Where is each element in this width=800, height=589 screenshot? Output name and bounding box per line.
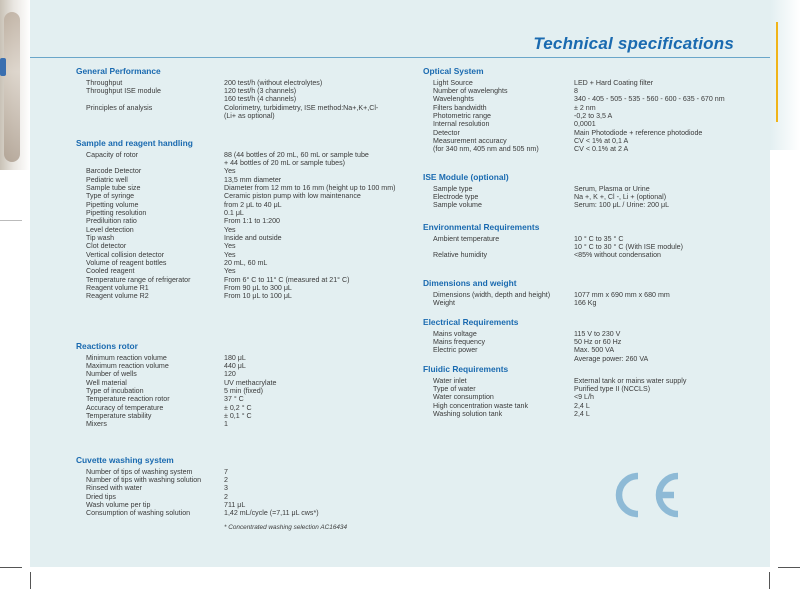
- spec-label: Minimum reaction volume: [86, 353, 167, 362]
- spec-label: Temperature reaction rotor: [86, 395, 170, 404]
- spec-label: Tip wash: [86, 234, 115, 242]
- spec-value: 200 test/h (without electrolytes): [224, 78, 323, 87]
- spec-label: Cooled reagent: [86, 267, 135, 276]
- spec-value: Inside and outside: [224, 234, 282, 242]
- spec-value: 166 Kg: [574, 298, 597, 307]
- spec-label: Relative humidity: [433, 251, 488, 260]
- spec-label: Number of wavelenghts: [433, 86, 508, 95]
- spec-label: Water consumption: [433, 393, 494, 402]
- spec-label: (for 340 nm, 405 nm and 505 nm): [433, 145, 539, 154]
- spec-value: Na +, K +, Cl -, Li + (optional): [574, 192, 667, 201]
- spec-label: Reagent volume R2: [86, 292, 149, 301]
- spec-label: Temperature range of refrigerator: [86, 275, 191, 284]
- spec-label: Clot detector: [86, 242, 127, 251]
- spec-label: Principles of analysis: [86, 103, 153, 112]
- spec-value: (Li+ as optional): [224, 111, 275, 120]
- spec-value: Serum: 100 μL / Urine: 200 μL: [574, 201, 670, 210]
- spec-value: Max. 500 VA: [574, 346, 615, 355]
- spec-value: 7: [224, 467, 228, 476]
- spec-label: Wash volume per tip: [86, 500, 151, 509]
- spec-label: Sample tube size: [86, 183, 141, 192]
- spec-value: Yes: [224, 267, 236, 276]
- spec-label: Level detection: [86, 225, 134, 234]
- spec-label: Prediluition ratio: [86, 217, 137, 226]
- spec-label: High concentration waste tank: [433, 401, 529, 410]
- title-rule: [30, 57, 770, 58]
- spec-value: 1,42 mL/cycle (=7,11 μL cws*): [224, 509, 319, 518]
- spec-value: 0.1 μL: [224, 208, 244, 217]
- spec-label: Mains frequency: [433, 337, 486, 346]
- spec-label: Type of syringe: [86, 192, 135, 201]
- section-title-electrical: Electrical Requirements: [423, 317, 519, 327]
- spec-label: Maximum reaction volume: [86, 361, 169, 370]
- spec-value: 88 (44 bottles of 20 mL, 60 mL or sample tube: [224, 150, 369, 159]
- spec-value: From 90 μL to 300 μL: [224, 284, 292, 293]
- section-title-sample: Sample and reagent handling: [76, 138, 193, 148]
- spec-value: Main Photodiode + reference photodiode: [574, 128, 703, 137]
- crop-mark: [769, 572, 770, 589]
- spec-value: 711 μL: [224, 500, 246, 509]
- spec-value: 120 test/h (3 channels): [224, 86, 297, 95]
- right-page-edge: [770, 0, 800, 150]
- spec-label: Barcode Detector: [86, 167, 142, 176]
- spec-label: Ambient temperature: [433, 234, 500, 243]
- spec-label: Mixers: [86, 420, 107, 429]
- spec-value: Yes: [224, 250, 236, 259]
- spec-value: 3: [224, 484, 228, 493]
- spec-value: From 1:1 to 1:200: [224, 217, 280, 226]
- crop-mark: [30, 572, 31, 589]
- spec-label: Electric power: [433, 346, 478, 355]
- spec-label: Consumption of washing solution: [86, 509, 191, 518]
- spec-value: LED + Hard Coating filter: [574, 78, 654, 87]
- spec-value: 120: [224, 370, 236, 379]
- spec-label: Water inlet: [433, 376, 467, 385]
- spec-value: Serum, Plasma or Urine: [574, 184, 650, 193]
- spec-value: 340 - 405 - 505 - 535 - 560 - 600 - 635 - 670 nm: [574, 95, 725, 104]
- spec-label: Rinsed with water: [86, 484, 142, 493]
- spec-label: Dimensions (width, depth and height): [433, 290, 551, 299]
- section-title-dimensions: Dimensions and weight: [423, 278, 517, 288]
- spec-value: Yes: [224, 242, 236, 251]
- footnote: * Concentrated washing selection AC16434: [224, 523, 348, 531]
- spec-label: Sample volume: [433, 201, 482, 210]
- spec-value: from 2 μL to 40 μL: [224, 200, 282, 209]
- spec-value: 1: [224, 420, 228, 429]
- spec-value: 440 μL: [224, 361, 246, 370]
- spec-value: Yes: [224, 225, 236, 234]
- spec-value: <85% without condensation: [574, 251, 661, 260]
- section-title-reactions: Reactions rotor: [76, 341, 138, 351]
- spec-label: Weight: [433, 298, 455, 307]
- spec-label: Number of tips with washing solution: [86, 475, 202, 484]
- spec-value: 10 ° C to 30 ° C (With ISE module): [574, 242, 683, 251]
- section-title-environmental: Environmental Requirements: [423, 222, 540, 232]
- spec-label: Wavelenghts: [433, 95, 474, 104]
- spec-label: Washing solution tank: [433, 409, 503, 418]
- spec-value: 8: [574, 86, 578, 95]
- spec-value: ± 2 nm: [574, 103, 596, 112]
- photo-edge: [0, 0, 30, 170]
- arm-photo-fragment: [4, 12, 20, 162]
- spec-label: Photometric range: [433, 111, 491, 120]
- section-title-ise: ISE Module (optional): [423, 172, 509, 182]
- spec-value: 5 min (fixed): [224, 386, 264, 395]
- section-title-general: General Performance: [76, 66, 161, 76]
- spec-label: Reagent volume R1: [86, 284, 149, 293]
- spec-label: Number of tips of washing system: [86, 467, 193, 476]
- spec-label: Pipetting volume: [86, 200, 139, 209]
- spec-value: 160 test/h (4 channels): [224, 95, 297, 104]
- spec-label: Sample type: [433, 184, 473, 193]
- spec-value: 0,0001: [574, 120, 596, 129]
- spec-value: From 10 μL to 100 μL: [224, 292, 292, 301]
- spec-value: 115 V to 230 V: [574, 329, 621, 338]
- spec-label: Number of wells: [86, 370, 137, 379]
- spec-label: Electrode type: [433, 192, 479, 201]
- spec-label: Pipetting resolution: [86, 208, 147, 217]
- spec-label: Temperature stability: [86, 411, 152, 420]
- spec-value: 1077 mm x 690 mm x 680 mm: [574, 290, 670, 299]
- spec-value: + 44 bottles of 20 mL or sample tubes): [224, 158, 345, 167]
- spec-value: UV methacrylate: [224, 378, 277, 387]
- spec-label: Volume of reagent bottles: [86, 259, 167, 268]
- spec-value: 180 μL: [224, 353, 246, 362]
- spec-value: 20 mL, 60 mL: [224, 259, 268, 268]
- spec-label: Filters bandwidth: [433, 103, 487, 112]
- yellow-edge-bar: [776, 22, 778, 122]
- glove-fragment: [0, 58, 6, 76]
- spec-value: External tank or mains water supply: [574, 376, 687, 385]
- spec-value: Average power: 260 VA: [574, 354, 649, 363]
- spec-label: Well material: [86, 378, 127, 387]
- spec-value: 10 ° C to 35 ° C: [574, 234, 624, 243]
- spec-value: Purified type II (NCCLS): [574, 384, 651, 393]
- spec-value: 2,4 L: [574, 401, 590, 410]
- spec-label: Throughput ISE module: [86, 86, 161, 95]
- spec-value: 37 ° C: [224, 395, 244, 404]
- section-title-fluidic: Fluidic Requirements: [423, 364, 509, 374]
- spec-value: 50 Hz or 60 Hz: [574, 337, 622, 346]
- spec-label: Type of incubation: [86, 386, 144, 395]
- spec-label: Pediatric well: [86, 175, 128, 184]
- ce-mark-icon: [608, 470, 684, 520]
- spec-label: Type of water: [433, 384, 476, 393]
- spec-value: ± 0,2 ° C: [224, 403, 252, 412]
- page-title: Technical specifications: [533, 34, 734, 53]
- spec-label: Mains voltage: [433, 329, 477, 338]
- spec-value: -0,2 to 3,5 A: [574, 111, 613, 120]
- spec-value: 2: [224, 492, 228, 501]
- spec-value: <9 L/h: [574, 393, 594, 402]
- spec-label: Internal resolution: [433, 120, 490, 129]
- spec-value: ± 0,1 ° C: [224, 411, 252, 420]
- spec-value: 13,5 mm diameter: [224, 175, 282, 184]
- section-title-cuvette: Cuvette washing system: [76, 455, 174, 465]
- spec-value: 2: [224, 475, 228, 484]
- spec-label: Measurement accuracy: [433, 136, 507, 145]
- crop-mark: [778, 567, 800, 568]
- section-title-optical: Optical System: [423, 66, 484, 76]
- spec-value: 2,4 L: [574, 409, 590, 418]
- spec-label: Capacity of rotor: [86, 150, 139, 159]
- spec-label: Light Source: [433, 78, 473, 87]
- spec-label: Dried tips: [86, 492, 116, 501]
- spec-label: Accuracy of temperature: [86, 403, 164, 412]
- spec-value: From 6° C to 11° C (measured at 21° C): [224, 275, 350, 284]
- crop-mark: [0, 567, 22, 568]
- spec-value: CV < 0.1% at 2 A: [574, 145, 629, 154]
- spec-value: Colorimetry, turbidimetry, ISE method:Na+,K+,Cl-: [224, 103, 379, 112]
- crop-mark: [0, 220, 22, 221]
- spec-value: Ceramic piston pump with low maintenance: [224, 192, 361, 201]
- spec-label: Throughput: [86, 78, 123, 87]
- spec-label: Detector: [433, 128, 460, 137]
- spec-value: Yes: [224, 167, 236, 176]
- spec-value: CV < 1% at 0,1 A: [574, 136, 629, 145]
- spec-value: Diameter from 12 mm to 16 mm (height up to 100 mm): [224, 183, 396, 192]
- spec-label: Vertical collision detector: [86, 250, 165, 259]
